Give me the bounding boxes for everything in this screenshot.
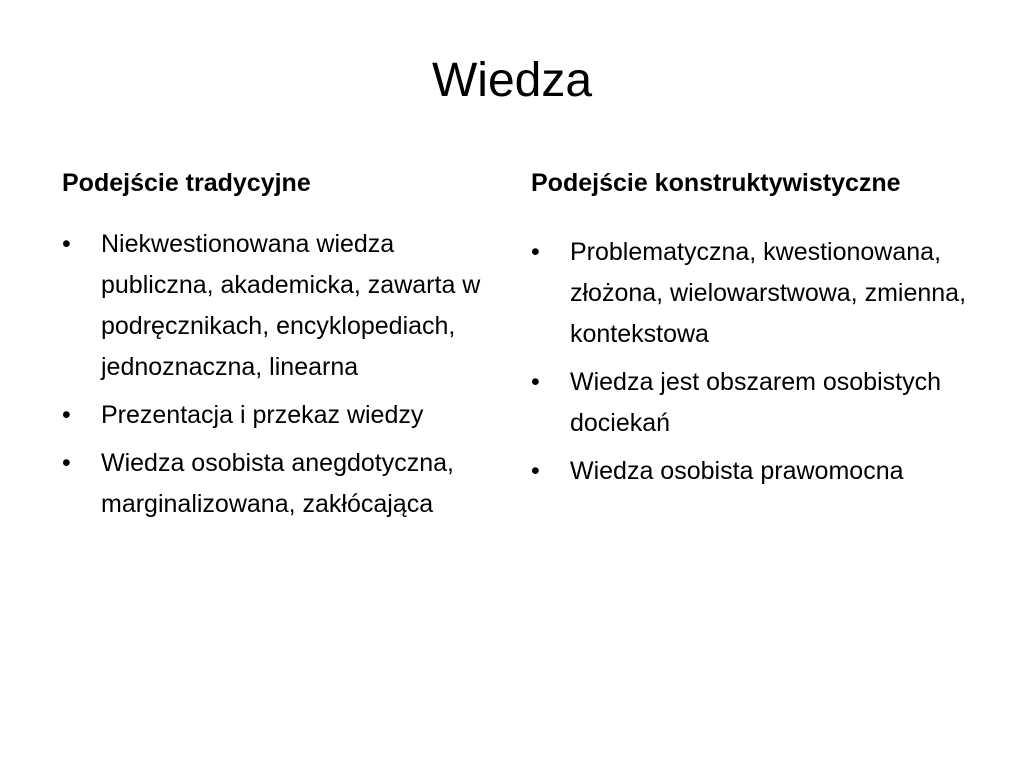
list-item-text: Wiedza jest obszarem osobistych dociekań (570, 368, 941, 437)
list-item-text: Prezentacja i przekaz wiedzy (101, 401, 424, 429)
list-item (531, 362, 971, 444)
list-item (531, 451, 971, 492)
list-item-text: Wiedza osobista anegdotyczna, marginalizowana, zakłócająca (101, 449, 454, 518)
bullet-icon: • (531, 457, 540, 485)
bullet-icon: • (531, 368, 540, 396)
list-item-text: Problematyczna, kwestionowana, złożona, wielowarstwowa, zmienna, kontekstowa (570, 238, 967, 348)
list-item (62, 224, 502, 388)
bullet-icon: • (531, 238, 540, 266)
right-column-heading: Podejście konstruktywistyczne (531, 169, 901, 197)
list-item-text: Niekwestionowana wiedza publiczna, akademicka, zawarta w podręcznikach, encyklopediach, jednoznaczna, linearna (101, 230, 481, 381)
bullet-icon: • (62, 230, 71, 258)
list-item (62, 395, 502, 436)
right-bullet-list (531, 232, 971, 499)
slide-title: Wiedza (431, 54, 593, 107)
bullet-icon: • (62, 401, 71, 429)
bullet-icon: • (62, 449, 71, 477)
list-item-text: Wiedza osobista prawomocna (570, 457, 904, 485)
left-column-heading: Podejście tradycyjne (62, 169, 311, 197)
list-item (531, 232, 971, 355)
left-bullet-list (62, 224, 502, 532)
list-item (62, 443, 502, 525)
